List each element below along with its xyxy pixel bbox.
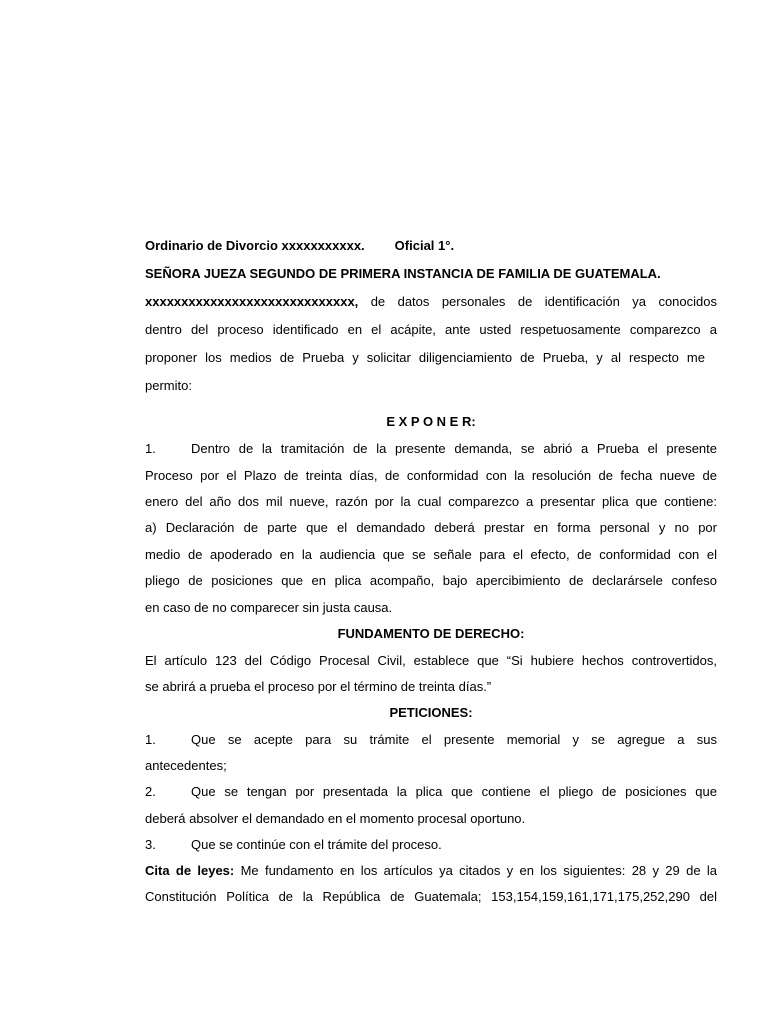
petition-2-line-1	[145, 784, 717, 800]
intro-line-4: permito:	[145, 378, 192, 393]
heading-fundamento: FUNDAMENTO DE DERECHO:	[337, 626, 525, 641]
cita-line-1-text: Me fundamento en los artículos ya citados y en los siguientes: 28 y 29 de la	[234, 863, 717, 878]
heading-peticiones: PETICIONES:	[389, 705, 473, 720]
case-caption-office: Oficial 1°.	[394, 238, 455, 253]
petition-3-text: Que se continúe con el trámite del proceso.	[191, 837, 442, 852]
expose-line-3: enero del año dos mil nueve, razón por la cual comparezco a presentar plica que contiene:	[145, 494, 717, 509]
addressee: SEÑORA JUEZA SEGUNDO DE PRIMERA INSTANCIA DE FAMILIA DE GUATEMALA.	[145, 266, 661, 281]
cita-label: Cita de leyes:	[145, 863, 235, 878]
petition-2-line-2: deberá absolver el demandado en el momento procesal oportuno.	[145, 811, 526, 826]
expose-line-5: medio de apoderado en la audiencia que se señale para el efecto, de conformidad con el	[145, 547, 717, 562]
petition-1-line-1	[145, 732, 717, 748]
case-caption	[145, 238, 717, 254]
fundamento-line-1: El artículo 123 del Código Procesal Civil, establece que “Si hubiere hechos controvertidos,	[145, 653, 717, 668]
intro-line-3: proponer los medios de Prueba y solicitar diligenciamiento de Prueba, y al respecto me	[145, 350, 705, 365]
expose-line-6: pliego de posiciones que en plica acompaño, bajo apercibimiento de declarársele confeso	[145, 573, 717, 588]
petition-3-line-1	[145, 837, 717, 853]
expose-line-1-text: Dentro de la tramitación de la presente demanda, se abrió a Prueba el presente	[191, 441, 717, 456]
petition-1-line-2: antecedentes;	[145, 758, 227, 773]
intro-line-1-text: de datos personales de identificación ya conocidos	[358, 294, 717, 309]
party-name: xxxxxxxxxxxxxxxxxxxxxxxxxxxxx,	[145, 294, 359, 309]
cita-line-1	[145, 863, 717, 879]
petition-1-text: Que se acepte para su trámite el presente memorial y se agregue a sus	[191, 732, 717, 747]
expose-line-1	[145, 441, 717, 457]
petition-2-number: 2.	[145, 784, 156, 799]
cita-line-2: Constitución Política de la República de Guatemala; 153,154,159,161,171,175,252,290 del	[145, 889, 717, 904]
intro-line-1	[145, 294, 717, 310]
expose-line-4: a) Declaración de parte que el demandado deberá prestar en forma personal y no por	[145, 520, 717, 535]
case-caption-case: Ordinario de Divorcio xxxxxxxxxxx.	[145, 238, 365, 253]
expose-line-7: en caso de no comparecer sin justa causa.	[145, 600, 393, 615]
intro-line-2: dentro del proceso identificado en el acápite, ante usted respetuosamente comparezco a	[145, 322, 717, 337]
petition-2-text: Que se tengan por presentada la plica que contiene el pliego de posiciones que	[191, 784, 717, 799]
expose-line-2: Proceso por el Plazo de treinta días, de conformidad con la resolución de fecha nueve de	[145, 468, 717, 483]
heading-exponer: E X P O N E R:	[386, 414, 476, 429]
fundamento-line-2: se abrirá a prueba el proceso por el término de treinta días.”	[145, 679, 492, 694]
petition-3-number: 3.	[145, 837, 156, 852]
petition-1-number: 1.	[145, 732, 156, 747]
expose-number: 1.	[145, 441, 156, 456]
